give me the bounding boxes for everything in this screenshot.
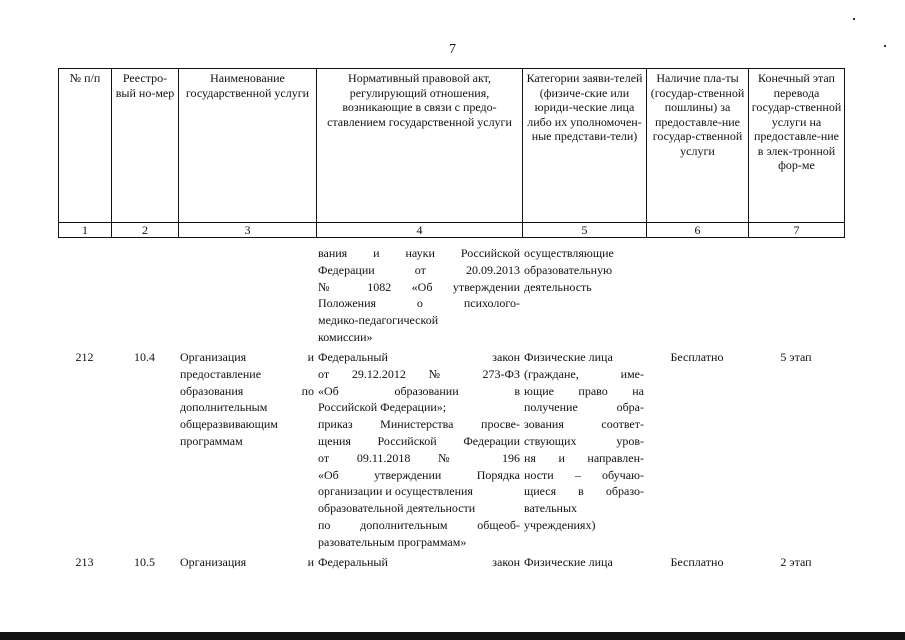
text-line: щиеся в образо- (524, 484, 644, 499)
text-line: получение обра- (524, 400, 644, 415)
applicant-category (522, 554, 646, 571)
header-row (59, 69, 845, 223)
row-number: 213 (75, 555, 94, 569)
text-line: (граждане, име- (524, 366, 644, 381)
column-number: 3 (179, 223, 317, 238)
text-line: учреждениях) (524, 517, 596, 532)
applicant-category (522, 349, 646, 554)
table-row (58, 554, 844, 571)
fee-info (646, 245, 748, 349)
text-line: Организация и (180, 350, 314, 364)
text-line: ности – обучаю- (524, 467, 644, 482)
text-line: щения Российской Федерации (318, 433, 520, 448)
column-number: 5 (523, 223, 647, 238)
text-line: Федерации от 20.09.2013 (318, 262, 520, 277)
service-name (178, 554, 316, 571)
text-line: зования соответ- (524, 417, 644, 432)
text-line: ющие право на (524, 383, 644, 398)
legal-act (316, 554, 522, 571)
text-line: программам (180, 433, 243, 448)
text-line: Физические лица (524, 350, 613, 364)
scan-speck (853, 18, 855, 20)
legal-act (316, 245, 522, 349)
header-table (58, 68, 845, 238)
text-line: от 29.12.2012 № 273-ФЗ (318, 366, 520, 381)
column-number: 4 (317, 223, 523, 238)
table-row (58, 245, 844, 349)
legal-act (316, 349, 522, 554)
final-stage: 2 этап (780, 555, 812, 569)
text-line: предоставление (180, 366, 262, 381)
text-line: образовательную (524, 262, 613, 277)
text-line: вательных (524, 501, 578, 516)
row-number (58, 245, 111, 349)
text-line: «Об образовании в (318, 383, 520, 398)
text-line: образовательной деятельности (318, 501, 476, 516)
registry-number (111, 245, 178, 349)
text-line: осуществляющие (524, 246, 614, 260)
final-stage: 5 этап (780, 350, 812, 364)
text-line: «Об утверждении Порядка (318, 467, 520, 482)
header-cell: Наименование государственной услуги (179, 69, 317, 223)
text-line: ня и направлен- (524, 450, 644, 465)
text-line: Федеральный закон (318, 555, 520, 569)
text-line: Организация и (180, 555, 314, 569)
scan-speck (884, 45, 886, 47)
service-name (178, 349, 316, 554)
text-line: приказ Министерства просве- (318, 417, 520, 432)
text-line: дополнительным (180, 400, 268, 415)
registry-number: 10.4 (134, 350, 155, 364)
text-line: Российской Федерации»; (318, 400, 447, 415)
text-line: разовательным программам» (318, 534, 467, 549)
header-cell: Наличие пла-ты (государ-ственной пошлины) за предоставле-ние государ-ственной услуги (647, 69, 749, 223)
service-name (178, 245, 316, 349)
text-line: образования по (180, 383, 314, 398)
registry-number: 10.5 (134, 555, 155, 569)
page-number: 7 (449, 42, 456, 57)
header-cell: Реестро-вый но-мер (112, 69, 179, 223)
row-number: 212 (75, 350, 94, 364)
header-cell: № п/п (59, 69, 112, 223)
text-line: вания и науки Российской (318, 246, 520, 260)
text-line: деятельность (524, 279, 592, 294)
column-number: 1 (59, 223, 112, 238)
text-line: Положения о психолого- (318, 296, 520, 311)
header-cell: Нормативный правовой акт, регулирующий отношения, возникающие в связи с предо-ставлением государственной услуги (317, 69, 523, 223)
fee-info: Бесплатно (670, 555, 724, 569)
final-stage (748, 245, 844, 349)
column-number: 7 (749, 223, 845, 238)
text-line: по дополнительным общеоб- (318, 517, 520, 532)
column-number-row (59, 223, 845, 238)
text-line: общеразвивающим (180, 417, 278, 432)
fee-info: Бесплатно (670, 350, 724, 364)
table-row (58, 349, 844, 554)
text-line: ствующих уров- (524, 433, 644, 448)
applicant-category (522, 245, 646, 349)
text-line: Федеральный закон (318, 350, 520, 364)
text-line: организации и осуществления (318, 484, 473, 499)
text-line: № 1082 «Об утверждении (318, 279, 520, 294)
text-line: от 09.11.2018 № 196 (318, 450, 520, 465)
text-line: комиссии» (318, 329, 373, 344)
column-number: 2 (112, 223, 179, 238)
text-line: медико-педагогической (318, 313, 439, 328)
header-cell: Категории заяви-телей (физиче-ские или юриди-ческие лица либо их уполномочен-ные представи-тели) (523, 69, 647, 223)
body-table (58, 245, 844, 571)
text-line: Физические лица (524, 555, 613, 569)
header-cell: Конечный этап перевода государ-ственной услуги на предоставле-ние в элек-тронной фор-ме (749, 69, 845, 223)
page-bottom-border (0, 632, 905, 640)
column-number: 6 (647, 223, 749, 238)
